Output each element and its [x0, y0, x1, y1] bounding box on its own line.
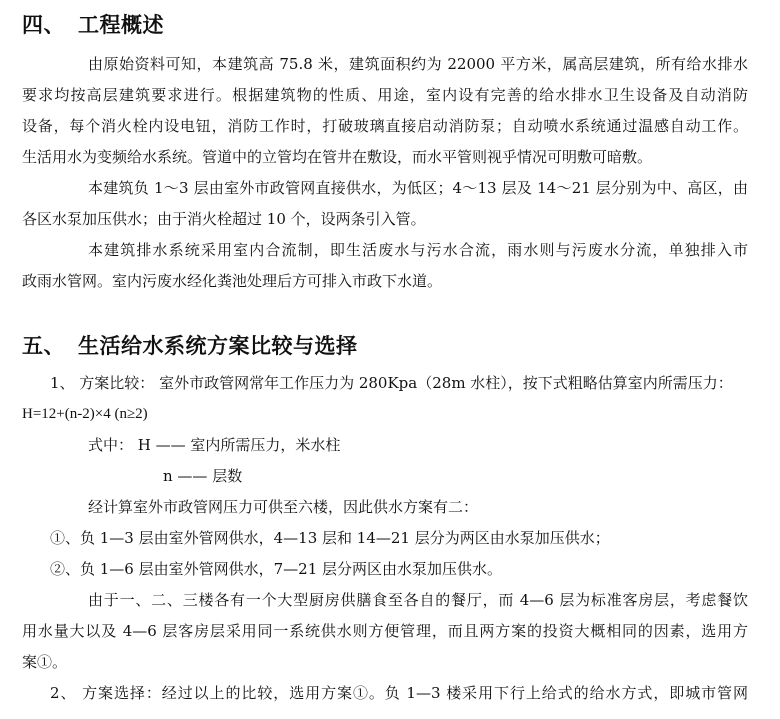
section-5-number: 五、 [22, 334, 65, 358]
s5-option-1: ①、负 1—3 层由室外管网供水，4—13 层和 14—21 层分为两区由水泵加压供水； [50, 529, 610, 547]
section-5-heading [22, 330, 358, 360]
section-4-number: 四、 [22, 13, 65, 37]
s4-line-8: 政雨水管网。室内污废水经化粪池处理后方可排入市政下水道。 [22, 272, 443, 290]
s5-line-9: 用水量大以及 4—6 层客房层采用同一系统供水则方便管理，而且两方案的投资大概相同的因素，选用方 [22, 622, 748, 640]
s4-line-7: 本建筑排水系统采用室内合流制，即生活废水与污水合流，雨水则与污废水分流，单独排入市 [88, 241, 748, 259]
section-4-title: 工程概述 [78, 13, 164, 37]
s5-option-2: ②、负 1—6 层由室外管网供水，7—21 层分两区由水泵加压供水。 [50, 560, 503, 578]
s4-line-1: 由原始资料可知，本建筑高 75.8 米，建筑面积约为 22000 平方米，属高层建筑，所有给水排水 [88, 55, 748, 73]
s5-line-5: 经计算室外市政管网压力可供至六楼，因此供水方案有二： [88, 498, 479, 516]
s4-line-2: 要求均按高层建筑要求进行。根据建筑物的性质、用途，室内设有完善的给水排水卫生设备及自动消防 [22, 86, 748, 104]
s5-formula: H=12+(n-2)×4 (n≥2) [22, 406, 148, 422]
s5-line-10: 案①。 [22, 653, 68, 671]
s5-formula-where: 式中： H —— 室内所需压力，米水柱 [88, 436, 341, 454]
s4-line-5: 本建筑负 1～3 层由室外市政管网直接供水，为低区；4～13 层及 14～21 层分别为中、高区，由 [88, 179, 748, 197]
s5-line-11: 2、 方案选择：经过以上的比较，选用方案①。负 1—3 楼采用下行上给式的给水方式，即城市管网 [50, 684, 748, 702]
section-5-title: 生活给水系统方案比较与选择 [78, 334, 358, 358]
s5-line-1: 1、 方案比较： 室外市政管网常年工作压力为 280Kpa（28m 水柱），按下式粗略估算室内所需压力： [50, 374, 733, 392]
s4-line-6: 各区水泵加压供水；由于消火栓超过 10 个，设两条引入管。 [22, 210, 426, 228]
section-4-heading [22, 9, 164, 39]
s5-formula-n: n —— 层数 [163, 467, 243, 485]
s5-line-8: 由于一、二、三楼各有一个大型厨房供膳食至各自的餐厅，而 4—6 层为标准客房层，考虑餐饮 [88, 591, 748, 609]
s4-line-4: 生活用水为变频给水系统。管道中的立管均在管井在敷设，而水平管则视乎情况可明敷可暗敷。 [22, 148, 653, 166]
s4-line-3: 设备，每个消火栓内设电钮，消防工作时，打破玻璃直接启动消防泵；自动喷水系统通过温感自动工作。 [22, 117, 748, 135]
